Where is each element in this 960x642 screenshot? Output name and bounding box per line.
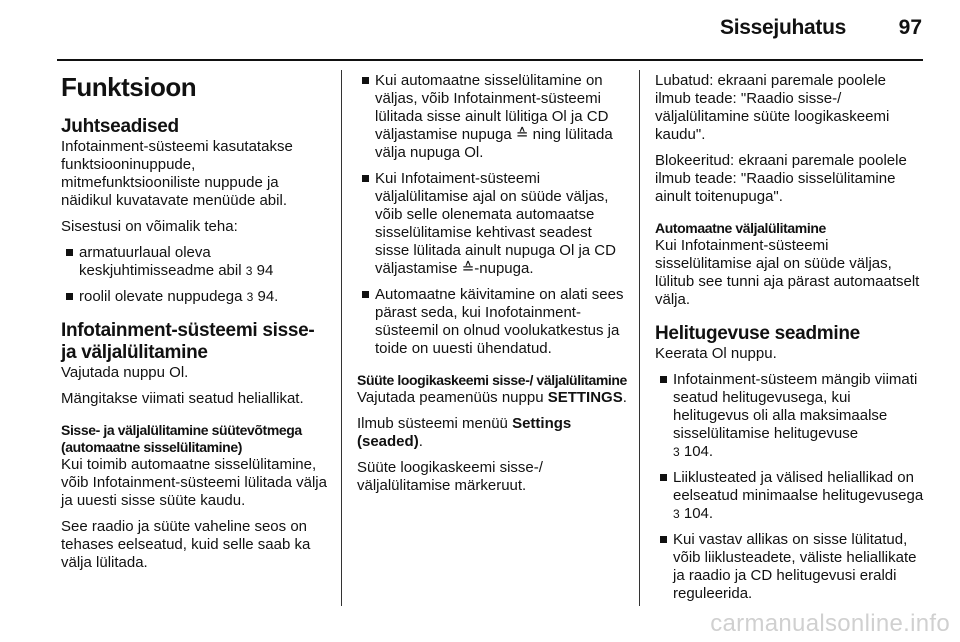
list-item: Infotainment-süsteem mängib viimati seatud helitugevusega, kui helitugevus oli alla maksimaalse sisselülitamise helitugevuse 3 104. [655, 371, 925, 461]
paragraph: Sisestusi on võimalik teha: [61, 218, 238, 235]
paragraph: Ilmub süsteemi menüü Settings (seaded). [357, 415, 572, 450]
subsection-heading: Juhtseadised [61, 116, 179, 137]
paragraph: Mängitakse viimati seatud heliallikat. [61, 390, 304, 407]
subsection-heading: Infotainment-süsteemi sisse- ja väljalülitamine [61, 320, 315, 363]
column-divider-1 [341, 70, 342, 606]
list-item: Liiklusteated ja välised heliallikad on eelseatud minimaalse helitugevusega 3 104. [655, 469, 925, 523]
minor-heading: Sisse- ja väljalülitamine süütevõtmega (automaatne sisselülitamine) [61, 422, 302, 455]
paragraph: Blokeeritud: ekraani paremale poolele ilmub teade: "Raadio sisselülitamine ainult toitenupuga". [655, 152, 907, 205]
page-ref-icon: 3 [673, 445, 680, 459]
paragraph: Infotainment-süsteemi kasutatakse funktsiooninuppude, mitmefunktsiooniliste nuppude ja näidikul kuvatavate menüüde abil. [61, 138, 293, 209]
chapter-title: Sissejuhatus [720, 16, 846, 39]
page-number: 97 [898, 16, 922, 39]
column-divider-2 [639, 70, 640, 606]
list-item: roolil olevate nuppudega 3 94. [61, 288, 333, 306]
page-ref[interactable]: 94. [257, 288, 279, 305]
paragraph: See raadio ja süüte vaheline seos on tehases eelseatud, kuid selle saab ka välja lülitada. [61, 518, 311, 571]
minor-heading: Süüte loogikaskeemi sisse-/ väljalülitamine [357, 372, 627, 388]
bullet-list [655, 371, 925, 603]
list-item: Automaatne käivitamine on alati sees pärast seda, kui Inofotainment-süsteemil on olnud voolukatkestus ja toide on uuesti ühendatud. [357, 286, 627, 358]
subsection-heading: Helitugevuse seadmine [655, 323, 860, 344]
paragraph: Lubatud: ekraani paremale poolele ilmub teade: "Raadio sisse-/ väljalülitamine süüte loogikaskeemi kaudu". [655, 72, 890, 143]
column-3 [655, 72, 925, 611]
column-1 [61, 72, 333, 580]
watermark: carmanualsonline.info [710, 610, 950, 637]
page-ref[interactable]: 104. [683, 443, 714, 460]
list-item: Kui automaatne sisselülitamine on väljas, võib Infotainment-süsteemi lülitada sisse ainult lülitiga Ol ja CD väljastamise nupuga ≙ ning lülitada välja nupuga Ol. [357, 72, 627, 162]
list-item: Kui vastav allikas on sisse lülitatud, võib liiklusteadete, väliste heliallikate ja raadio ja CD helitugevusi eraldi reguleerida. [655, 531, 925, 603]
minor-heading: Automaatne väljalülitamine [655, 220, 826, 236]
list-item: armatuurlaual oleva keskjuhtimisseadme abil 3 94 [61, 244, 333, 280]
menu-name: Settings (seaded) [357, 415, 572, 450]
page-ref-icon: 3 [673, 507, 680, 521]
page-ref[interactable]: 94 [256, 262, 274, 279]
page-ref-icon: 3 [246, 290, 254, 304]
menu-button-label: SETTINGS [547, 389, 623, 406]
page-ref[interactable]: 104. [683, 505, 714, 522]
column-2 [357, 72, 627, 503]
list-item: Kui Infotaiment-süsteemi väljalülitamise ajal on süüde väljas, võib selle olenemata automaatse sisselülitamise kehtivast seadest sisse lülitada ainult nupuga Ol ja CD väljastamise ≙-nupuga. [357, 170, 627, 278]
paragraph: Kui toimib automaatne sisselülitamine, võib Infotainment-süsteemi lülitada välja ja uuesti sisse süüte kaudu. [61, 456, 327, 509]
paragraph: Vajutada nuppu Ol. [61, 364, 189, 381]
bullet-list [357, 72, 627, 358]
section-heading: Funktsioon [61, 72, 197, 102]
paragraph: Süüte loogikaskeemi sisse-/ väljalülitamise märkeruut. [357, 459, 543, 494]
paragraph: Keerata Ol nuppu. [655, 345, 777, 362]
bullet-list [61, 244, 333, 306]
paragraph: Vajutada peamenüüs nuppu SETTINGS. [357, 389, 627, 406]
paragraph: Kui Infotainment-süsteemi sisselülitamise ajal on süüde väljas, lülitub see tunni aja pärast automaatselt välja. [655, 237, 920, 308]
header-rule [57, 59, 923, 61]
page-ref-icon: 3 [245, 264, 253, 278]
